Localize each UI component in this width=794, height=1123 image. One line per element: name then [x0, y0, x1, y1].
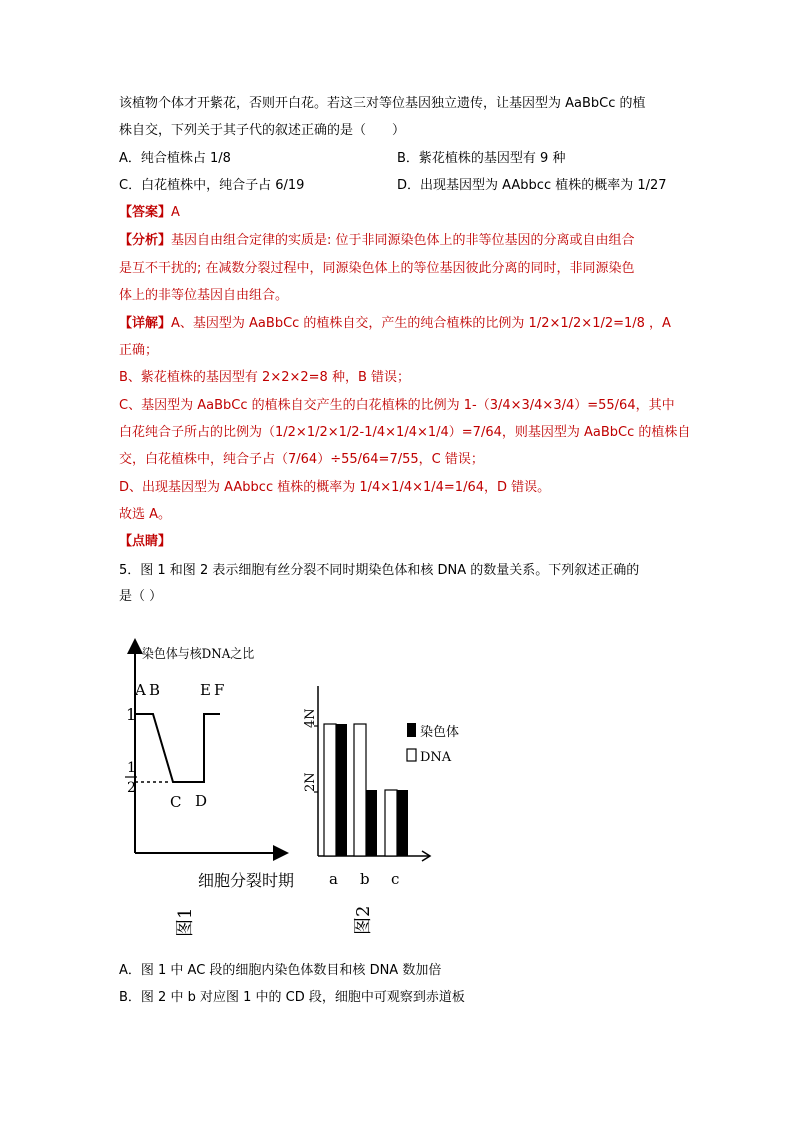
q5-stem-line1: 5．图 1 和图 2 表示细胞有丝分裂不同时期染色体和核 DNA 的数量关系。下列叙述正确的 — [119, 563, 640, 578]
figure1-label-a: A — [135, 681, 146, 699]
answer-label: 【答案】 — [119, 205, 172, 220]
figure2-bars — [324, 724, 408, 856]
figure1-x-label: 细胞分裂时期 — [198, 871, 295, 890]
answer-value: A — [171, 205, 180, 220]
q4-option-d: D．出现基因型为 AAbbcc 植株的概率为 1/27 — [397, 178, 667, 193]
figure1-label-b: B — [149, 681, 161, 699]
figure2-legend-chromosome-swatch — [407, 723, 416, 737]
q4-option-b: B．紫花植株的基因型有 9 种 — [397, 151, 566, 166]
q4-analysis-line3: 体上的非等位基因自由组合。 — [119, 288, 289, 303]
figure2-chromosome-bar-b — [366, 790, 377, 856]
figure2-legend-dna-swatch — [407, 749, 416, 761]
figure1-y-tick-half-num: 1 — [127, 760, 136, 776]
q4-detail-line3: B、紫花植株的基因型有 2×2×2=8 种，B 错误； — [119, 370, 410, 385]
figure2-dna-bar-a — [324, 724, 336, 856]
q4-detail-line5: 白花纯合子所占的比例为（1/2×1/2×1/2-1/4×1/4×1/4）=7/64，则基因型为 AaBbCc 的植株自 — [119, 425, 691, 440]
figure2-dna-bar-b — [354, 724, 366, 856]
figure1-label-f: F — [214, 681, 225, 699]
figure1-caption: 图1 — [175, 907, 196, 937]
figure2-y-tick-2n: 2N — [303, 772, 318, 792]
figure2-bar-chart — [294, 682, 460, 942]
figure2-category-b: b — [360, 870, 370, 888]
q4-stem-line1: 该植物个体才开紫花，否则开白花。若这三对等位基因独立遗传，让基因型为 AaBbCc 的植 — [119, 96, 646, 111]
figure2-legend-chromosome: 染色体 — [420, 725, 460, 740]
q4-detail-line6: 交，白花植株中，纯合子占（7/64）÷55/64=7/55，C 错误； — [119, 452, 484, 467]
figure1-y-tick-half-den: 2 — [127, 780, 136, 796]
figure2-category-a: a — [329, 870, 338, 888]
figure1-y-label: 染色体与核DNA之比 — [141, 645, 255, 662]
q4-stem-line2: 株自交，下列关于其子代的叙述正确的是（ ） — [119, 123, 406, 138]
q4-option-a: A．纯合植株占 1/8 — [119, 151, 231, 166]
figure2-chromosome-bar-c — [397, 790, 408, 856]
figure1-label-e: E — [200, 681, 211, 699]
figure2-caption: 图2 — [353, 905, 374, 935]
figure1-line-graph — [118, 636, 295, 946]
q4-analysis-line2: 是互不干扰的; 在减数分裂过程中，同源染色体上的等位基因彼此分离的同时，非同源染色 — [119, 261, 635, 276]
figure2-dna-bar-c — [385, 790, 397, 856]
detail-label: 【详解】 — [119, 316, 172, 331]
q4-detail-line4: C、基因型为 AaBbCc 的植株自交产生的白花植株的比例为 1-（3/4×3/4×3/4）=55/64，其中 — [119, 398, 675, 413]
figure1-label-d: D — [195, 792, 208, 810]
q4-detail-line2: 正确； — [119, 343, 159, 358]
figure2-y-tick-4n: 4N — [303, 708, 318, 728]
detail-text-1: A、基因型为 AaBbCc 的植株自交，产生的纯合植株的比例为 1/2×1/2×1/2=1/8 ，A — [171, 316, 671, 331]
analysis-label: 【分析】 — [119, 233, 172, 248]
q5-option-b: B．图 2 中 b 对应图 1 中的 CD 段，细胞中可观察到赤道板 — [119, 990, 465, 1005]
q4-analysis-line1 — [119, 232, 635, 250]
figure1-y-tick-1: 1 — [126, 705, 137, 724]
analysis-text-1: 基因自由组合定律的实质是: 位于非同源染色体上的非等位基因的分离或自由组合 — [171, 233, 635, 248]
figure2-legend-dna: DNA — [420, 750, 452, 765]
q4-option-c: C．白花植株中，纯合子占 6/19 — [119, 178, 305, 193]
q4-detail-line1 — [119, 315, 671, 333]
q5-stem-line2: 是（ ） — [119, 589, 163, 604]
q4-detail-line7: D、出现基因型为 AAbbcc 植株的概率为 1/4×1/4×1/4=1/64，D 错误。 — [119, 480, 551, 495]
q4-conclusion: 故选 A。 — [119, 507, 172, 522]
figure2-chromosome-bar-a — [336, 724, 347, 856]
q4-answer — [119, 204, 180, 222]
figure1-label-c: C — [170, 793, 182, 811]
figure2-category-c: c — [391, 870, 400, 888]
q4-comment-label: 【点睛】 — [119, 534, 172, 549]
q5-option-a: A．图 1 中 AC 段的细胞内染色体数目和核 DNA 数加倍 — [119, 963, 442, 978]
figure1-ratio-line — [135, 714, 220, 782]
